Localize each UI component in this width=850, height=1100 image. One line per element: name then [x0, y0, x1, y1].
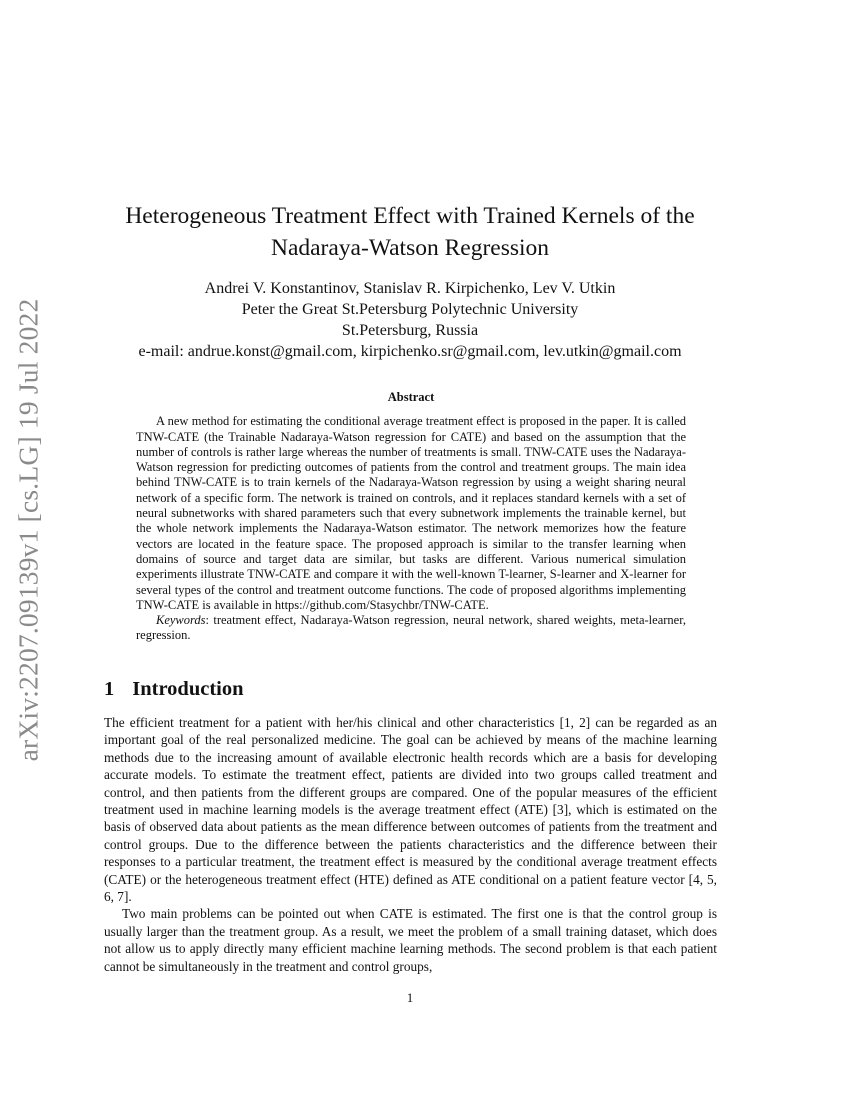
arxiv-side-stamp [6, 300, 50, 760]
keywords-label: Keywords [156, 613, 206, 628]
section-number: 1 [104, 678, 115, 700]
abstract-section [136, 390, 686, 644]
section-heading-introduction [104, 678, 244, 701]
author-names: Andrei V. Konstantinov, Stanislav R. Kirpichenko, Lev V. Utkin [204, 280, 616, 297]
introduction-body [104, 714, 717, 975]
title-line-1: Heterogeneous Treatment Effect with Trained Kernels of the [125, 203, 695, 229]
paragraph-2: Two main problems can be pointed out when CATE is estimated. The first one is that the control group is usually larger than the treatment group. As a result, we meet the problem of a small training dataset, which does not allow us to apply directly many efficient machine learning methods. The second problem is that each patient cannot be simultaneously in the treatment and control groups, [104, 906, 717, 974]
paper-title-block [100, 200, 720, 264]
title-line-2: Nadaraya-Watson Regression [270, 235, 550, 261]
page-number: 1 [406, 990, 414, 1005]
abstract-text: A new method for estimating the conditional average treatment effect is proposed in the paper. It is called TNW-CATE (the Trainable Nadaraya-Watson regression for CATE) and based on the assumption that the number of controls is rather large whereas the number of treatments is small. TNW-CATE uses the Nadaraya-Watson regression for predicting outcomes of patients from the control and treatment groups. The main idea behind TNW-CATE is to train kernels of the Nadaraya-Watson regression by using a weight sharing neural network of a specific form. The network is trained on controls, and it replaces standard kernels with a set of neural subnetworks with shared parameters such that every subnetwork implements the trainable kernel, but the whole network implements the Nadaraya-Watson estimator. The network memorizes how the feature vectors are located in the feature space. The proposed approach is similar to the transfer learning when domains of source and target data are similar, but tasks are different. Various numerical simulation experiments illustrate TNW-CATE and compare it with the well-known T-learner, S-learner and X-learner for several types of the control and treatment outcome functions. The code of proposed algorithms implementing TNW-CATE is available in https://github.com/Stasychbr/TNW-CATE. [136, 414, 686, 612]
arxiv-identifier: arXiv:2207.09139v1 [cs.LG] 19 Jul 2022 [12, 298, 44, 762]
affiliation: Peter the Great St.Petersburg Polytechnic University [241, 301, 579, 318]
location: St.Petersburg, Russia [341, 322, 479, 339]
keywords-line [136, 613, 686, 644]
keywords-text: : treatment effect, Nadaraya-Watson regression, neural network, shared weights, meta-learner, regression. [136, 613, 686, 643]
abstract-heading: Abstract [387, 390, 435, 404]
paragraph-1: The efficient treatment for a patient with her/his clinical and other characteristics [1, 2] can be regarded as an important goal of the real personalized medicine. The goal can be achieved by means of the machine learning methods due to the increasing amount of available electronic health records which are a basis for developing accurate models. To estimate the treatment effect, patients are divided into two groups called treatment and control, and then patients from the different groups are compared. One of the popular measures of the efficient treatment used in machine learning models is the average treatment effect (ATE) [3], which is estimated on the basis of observed data about patients as the mean difference between outcomes of patients from the treatment and control groups. Due to the difference between the patients characteristics and the difference between their responses to a particular treatment, the treatment effect is measured by the conditional average treatment effects (CATE) or the heterogeneous treatment effect (HTE) defined as ATE conditional on a patient feature vector [4, 5, 6, 7]. [104, 715, 717, 905]
author-emails: e-mail: andrue.konst@gmail.com, kirpichenko.sr@gmail.com, lev.utkin@gmail.com [138, 343, 682, 360]
author-info [60, 278, 760, 362]
paper-title [100, 200, 720, 264]
section-title: Introduction [132, 678, 244, 700]
